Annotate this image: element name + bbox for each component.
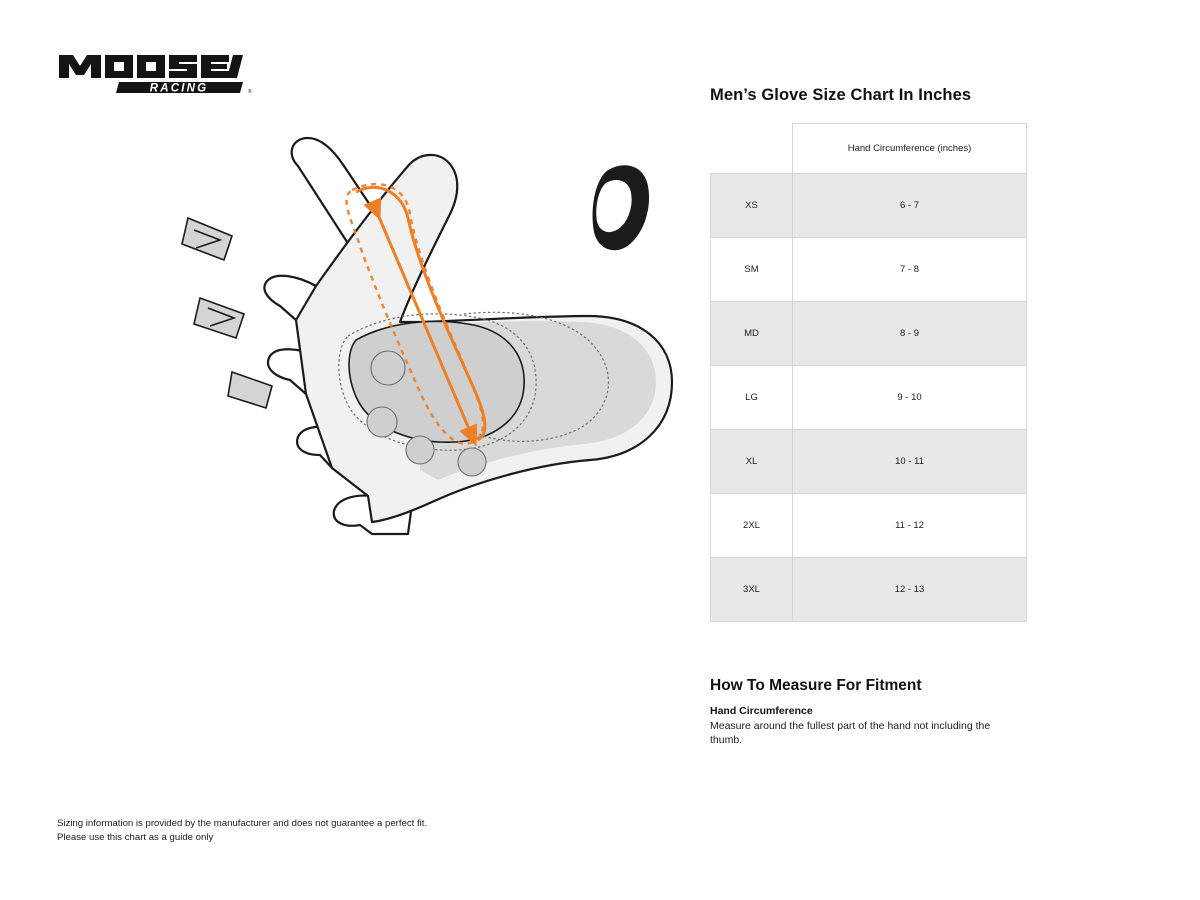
cell-size: MD [711, 302, 793, 366]
svg-text:RACING: RACING [149, 82, 209, 95]
how-to-measure-section [710, 677, 1130, 747]
cell-circumference: 8 - 9 [793, 302, 1027, 366]
table-row [711, 174, 1027, 238]
cell-circumference: 6 - 7 [793, 174, 1027, 238]
disclaimer-line-2: Please use this chart as a guide only [57, 831, 214, 843]
cell-size: LG [711, 366, 793, 430]
cell-size: 2XL [711, 494, 793, 558]
table-row [711, 558, 1027, 622]
size-chart-table [710, 123, 1027, 622]
cell-circumference: 11 - 12 [793, 494, 1027, 558]
table-row [711, 430, 1027, 494]
disclaimer-line-1: Sizing information is provided by the manufacturer and does not guarantee a perfect fit. [57, 818, 428, 829]
disclaimer [57, 817, 427, 845]
cell-size: XL [711, 430, 793, 494]
hand-circumference-subheading: Hand Circumference [710, 705, 813, 717]
table-row [711, 302, 1027, 366]
cell-size: SM [711, 238, 793, 302]
cell-circumference: 7 - 8 [793, 238, 1027, 302]
cell-size: XS [711, 174, 793, 238]
svg-text:®: ® [248, 89, 252, 95]
table-row [711, 238, 1027, 302]
cell-circumference: 9 - 10 [793, 366, 1027, 430]
column-header-hand-circumference: Hand Circumference (inches) [793, 124, 1027, 174]
cell-circumference: 10 - 11 [793, 430, 1027, 494]
hand-circumference-description: Measure around the fullest part of the hand not including the thumb. [710, 720, 991, 747]
table-header-row [711, 124, 1027, 174]
table-row [711, 494, 1027, 558]
cell-circumference: 12 - 13 [793, 558, 1027, 622]
moose-racing-logo [57, 52, 252, 96]
size-chart-panel [710, 86, 1130, 747]
page-title: Men’s Glove Size Chart In Inches [710, 86, 972, 104]
how-to-measure-heading: How To Measure For Fitment [710, 677, 922, 694]
cell-size: 3XL [711, 558, 793, 622]
glove-hand-circumference-diagram [120, 110, 700, 540]
table-row [711, 366, 1027, 430]
column-header-size [711, 124, 793, 174]
